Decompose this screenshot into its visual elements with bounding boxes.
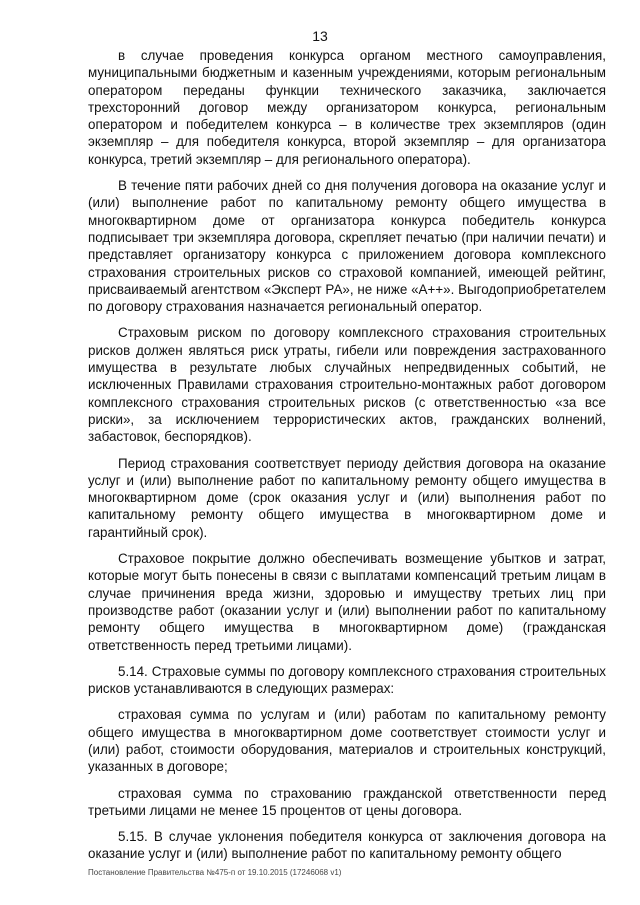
paragraph-tripartite-contract: в случае проведения конкурса органом местного самоуправления, муниципальными бюджетным и казенным учреждениями, которым региональным оператором переданы функции технического заказчика, заключается трехсторонний договор между организатором конкурса, региональным оператором и победителем конкурса – в количестве трех экземпляров (один экземпляр – для победителя конкурса, второй экземпляр – для организатора конкурса, третий экземпляр – для регионального оператора). [88,48,606,167]
paragraph-sum-works: страховая сумма по услугам и (или) работам по капитальному ремонту общего имущества в многоквартирном доме соответствует стоимости услуг и (или) работ, стоимости оборудования, материалов и строительных конструкций, указанных в договоре; [88,707,606,775]
paragraph-insurance-risk: Страховым риском по договору комплексного страхования строительных рисков должен являться риск утраты, гибели или повреждения застрахованного имущества в результате любых случайных непредвиденных событий, не исключенных Правилами страхования строительно-монтажных работ договором комплексного страхования строительных рисков (с ответственностью «за все риски», за исключением террористических актов, гражданских волнений, забастовок, беспорядков). [88,325,606,445]
paragraph-signing-deadline: В течение пяти рабочих дней со дня получения договора на оказание услуг и (или) выполнение работ по капитальному ремонту общего имущества в многоквартирном доме от организатора конкурса победитель конкурса подписывает три экземпляра договора, скрепляет печатью (при наличии печати) и представляет организатору конкурса с приложением договора комплексного страхования строительных рисков со страховой компанией, имеющей рейтинг, присваиваемый агентством «Эксперт РА», не ниже «А++». Выгодоприобретателем по договору страхования назначается региональный оператор. [88,178,606,315]
document-body [88,47,606,872]
page-number: 13 [312,28,328,44]
paragraph-section-5-15: 5.15. В случае уклонения победителя конкурса от заключения договора на оказание услуг и (или) выполнение работ по капитальному ремонту общего [88,829,606,862]
paragraph-insurance-coverage: Страховое покрытие должно обеспечивать возмещение убытков и затрат, которые могут быть понесены в связи с выплатами компенсаций третьим лицам в случае причинения вреда жизни, здоровью и имуществу третьих лиц при производстве работ (оказании услуг и (или) выполнении работ по капитальному ремонту общего имущества в многоквартирном доме) (гражданская ответственность перед третьими лицами). [88,551,606,653]
paragraph-section-5-14: 5.14. Страховые суммы по договору комплексного страхования строительных рисков устанавливаются в следующих размерах: [88,663,606,697]
paragraph-insurance-period: Период страхования соответствует периоду действия договора на оказание услуг и (или) выполнение работ по капитальному ремонту общего имущества в многоквартирном доме (срок оказания услуг и (или) выполнения работ по капитальному ремонту общего имущества в многоквартирном доме и гарантийный срок). [88,455,606,540]
paragraph-sum-liability: страховая сумма по страхованию гражданской ответственности перед третьими лицами не менее 15 процентов от цены договора. [88,785,606,818]
document-footer: Постановление Правительства №475-п от 19.10.2015 (17246068 v1) [88,868,342,877]
